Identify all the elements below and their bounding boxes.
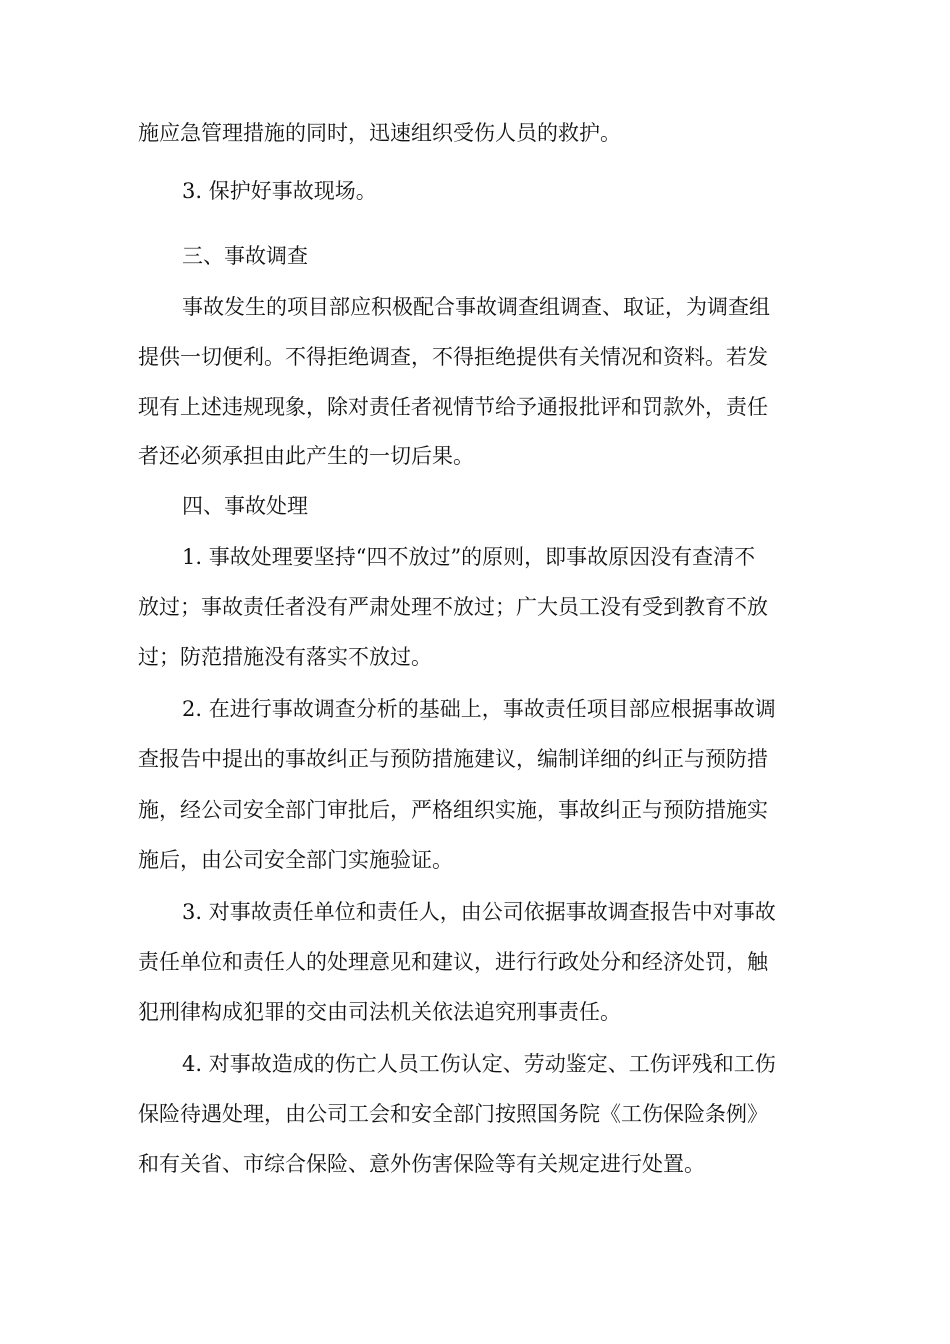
list-item-line: 1. 事故处理要坚持“四不放过”的原则，即事故原因没有查清不 bbox=[182, 545, 756, 569]
paragraph-line: 过；防范措施没有落实不放过。 bbox=[138, 645, 432, 669]
paragraph-line: 查报告中提出的事故纠正与预防措施建议，编制详细的纠正与预防措 bbox=[138, 747, 768, 771]
paragraph-line: 施应急管理措施的同时，迅速组织受伤人员的救护。 bbox=[138, 121, 621, 145]
paragraph-line: 和有关省、市综合保险、意外伤害保险等有关规定进行处置。 bbox=[138, 1152, 705, 1176]
section-heading: 四、事故处理 bbox=[182, 494, 308, 518]
paragraph-line: 保险待遇处理，由公司工会和安全部门按照国务院《工伤保险条例》 bbox=[138, 1102, 768, 1126]
paragraph-line: 提供一切便利。不得拒绝调查，不得拒绝提供有关情况和资料。若发 bbox=[138, 345, 768, 369]
list-item-line: 2. 在进行事故调查分析的基础上，事故责任项目部应根据事故调 bbox=[182, 697, 776, 721]
paragraph-line: 者还必须承担由此产生的一切后果。 bbox=[138, 444, 474, 468]
list-item-line: 3. 对事故责任单位和责任人，由公司依据事故调查报告中对事故 bbox=[182, 900, 776, 924]
list-item-line: 4. 对事故造成的伤亡人员工伤认定、劳动鉴定、工伤评残和工伤 bbox=[182, 1052, 776, 1076]
section-heading: 三、事故调查 bbox=[182, 244, 308, 268]
paragraph-line: 犯刑律构成犯罪的交由司法机关依法追究刑事责任。 bbox=[138, 1000, 621, 1024]
paragraph-line: 现有上述违规现象，除对责任者视情节给予通报批评和罚款外，责任 bbox=[138, 395, 768, 419]
paragraph-line: 责任单位和责任人的处理意见和建议，进行行政处分和经济处罚，触 bbox=[138, 950, 768, 974]
paragraph-line: 施后，由公司安全部门实施验证。 bbox=[138, 848, 453, 872]
paragraph-line: 事故发生的项目部应积极配合事故调查组调查、取证，为调查组 bbox=[182, 295, 770, 319]
paragraph-line: 放过；事故责任者没有严肃处理不放过；广大员工没有受到教育不放 bbox=[138, 595, 768, 619]
paragraph-line: 施，经公司安全部门审批后，严格组织实施，事故纠正与预防措施实 bbox=[138, 798, 768, 822]
list-item-line: 3. 保护好事故现场。 bbox=[182, 179, 377, 203]
